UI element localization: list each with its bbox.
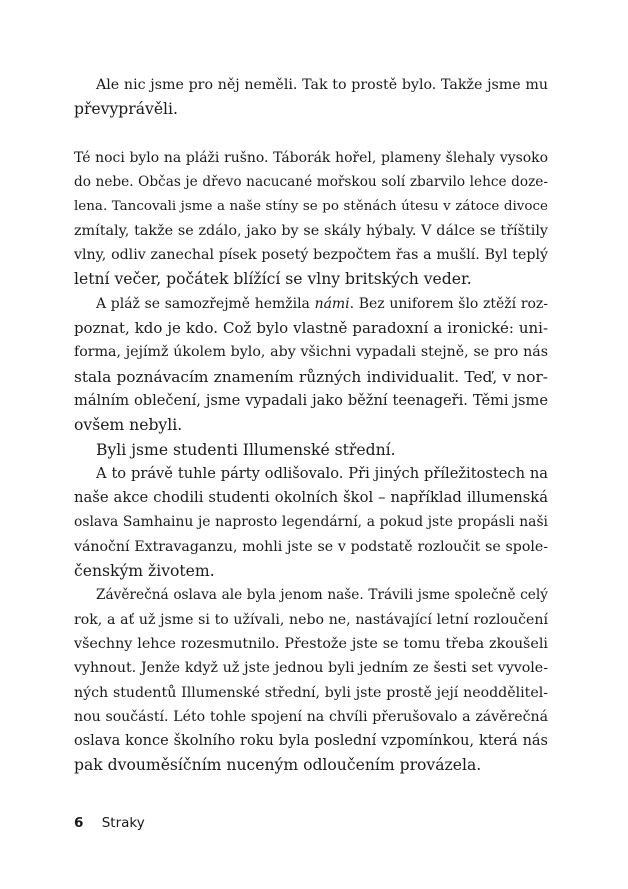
text-line: vyhnout. Jenže když už jste jednou byli jedním ze šesti set vyvole- bbox=[74, 660, 548, 677]
emphasis-text: námi bbox=[314, 295, 350, 312]
text-fragment: . Bez uniforem šlo ztěží roz- bbox=[349, 295, 548, 312]
text-line: vánoční Extravaganzu, mohli jste se v podstatě rozloučit se spole- bbox=[74, 538, 548, 555]
text-line: ovšem nebyli. bbox=[74, 416, 183, 435]
paragraph bbox=[74, 73, 548, 122]
page-number: 6 bbox=[74, 815, 84, 831]
text-line: Té noci bylo na pláži rušno. Táborák hořel, plameny šlehaly vysoko bbox=[74, 150, 548, 166]
text-block-main bbox=[74, 146, 548, 778]
text-line: málním oblečení, jsme vypadali jako běžní teenageři. Těmi jsme bbox=[74, 391, 548, 409]
text-fragment: A pláž se samozřejmě hemžila bbox=[96, 295, 315, 312]
text-line: rok, a ať už jsme si to užívali, nebo ne, nastávající letní rozloučení bbox=[74, 611, 548, 628]
text-line: vlny, odliv zanechal písek posetý bezpočtem řas a mušlí. Byl teplý bbox=[74, 247, 548, 264]
text-line: oslava Samhainu je naprosto legendární, a pokud jste propásli naši bbox=[74, 514, 548, 531]
paragraph bbox=[74, 292, 548, 438]
text-line: všechny lehce rozesmutnilo. Přestože jste se tomu třeba zkoušeli bbox=[74, 635, 548, 652]
text-line: poznat, kdo je kdo. Což bylo vlastně paradoxní a ironické: uni- bbox=[74, 319, 548, 338]
text-line: čenským životem. bbox=[74, 562, 215, 581]
text-line: forma, jejímž úkolem bylo, aby všichni vypadali stejně, se pro nás bbox=[74, 344, 548, 361]
paragraph bbox=[74, 462, 548, 583]
paragraph bbox=[74, 438, 548, 462]
text-line bbox=[74, 292, 548, 316]
paragraph bbox=[74, 146, 548, 292]
text-line: pak dvouměsíčním nuceným odloučením provázela. bbox=[74, 756, 482, 775]
text-line: zmítaly, takže se zdálo, jako by se skály hýbaly. V dálce se tříštily bbox=[74, 222, 548, 239]
page-footer bbox=[74, 815, 145, 831]
text-line: A to právě tuhle párty odlišovalo. Při jiných příležitostech na bbox=[96, 464, 548, 482]
text-block-top bbox=[74, 73, 548, 122]
text-line: stala poznávacím znamením různých individualit. Teď, v nor- bbox=[74, 367, 548, 386]
text-line: převyprávěli. bbox=[74, 100, 178, 119]
paragraph bbox=[74, 583, 548, 777]
text-line: letní večer, počátek blížící se vlny britských veder. bbox=[74, 270, 472, 289]
text-line: naše akce chodili studenti okolních škol – například illumenská bbox=[74, 489, 548, 507]
text-line: ných studentů Illumenské střední, byli jste prostě její neoddělitel- bbox=[74, 684, 548, 701]
text-line: Byli jsme studenti Illumenské střední. bbox=[96, 440, 396, 459]
running-title: Straky bbox=[101, 815, 145, 831]
text-line: lena. Tancovali jsme a naše stíny se po stěnách útesu v zátoce divoce bbox=[74, 198, 548, 214]
text-line: Závěrečná oslava ale byla jenom naše. Trávili jsme společně celý bbox=[96, 587, 548, 604]
text-line: oslava konce školního roku byla poslední vzpomínkou, která nás bbox=[74, 733, 548, 750]
text-line: Ale nic jsme pro něj neměli. Tak to prostě bylo. Takže jsme mu bbox=[96, 77, 548, 93]
text-line: do nebe. Občas je dřevo nacucané mořskou solí zbarvilo lehce doze- bbox=[74, 174, 548, 191]
text-line: nou součástí. Léto tohle spojení na chvíli přerušovalo a závěrečná bbox=[74, 708, 548, 725]
